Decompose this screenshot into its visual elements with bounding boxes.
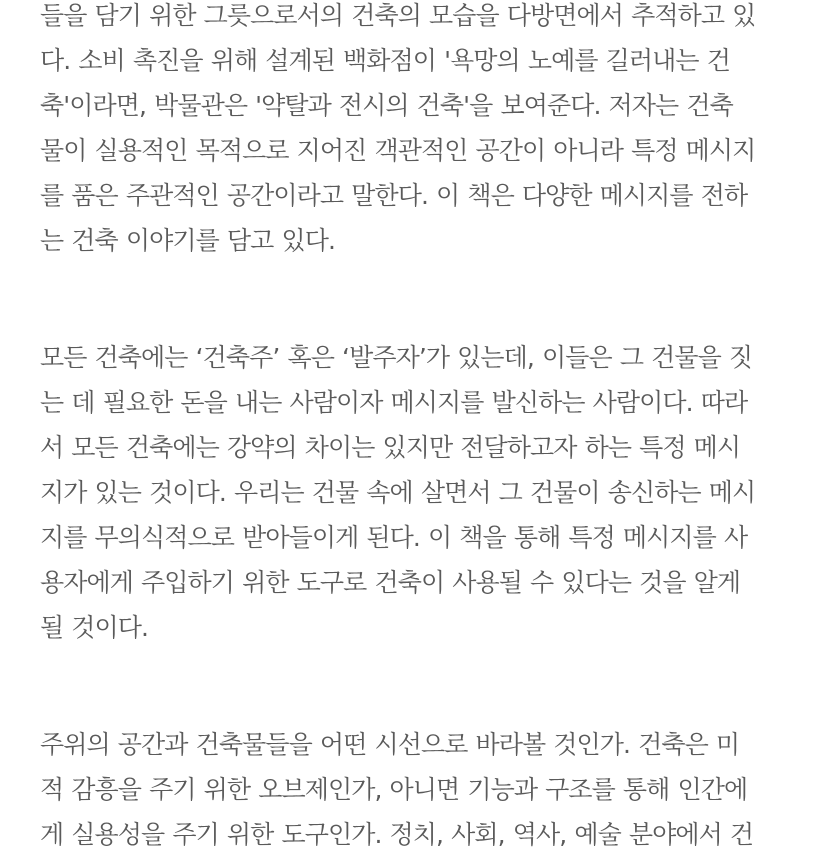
paragraph-3	[40, 722, 800, 857]
paragraph-spacer	[40, 650, 800, 722]
text-line: 축'이라면, 박물관은 '약탈과 전시의 건축'을 보여준다. 저자는 건축	[40, 91, 733, 120]
text-line: 물이 실용적인 목적으로 지어진 객관적인 공간이 아니라 특정 메시지	[40, 136, 756, 165]
text-line: 지를 무의식적으로 받아들이게 된다. 이 책을 통해 특정 메시지를 사	[40, 523, 748, 552]
article-body	[40, 0, 800, 857]
paragraph-spacer	[40, 263, 800, 335]
text-line: 들을 담기 위한 그릇으로서의 건축의 모습을 다방면에서 추적하고 있	[40, 1, 756, 30]
text-line: 용자에게 주입하기 위한 도구로 건축이 사용될 수 있다는 것을 알게	[40, 568, 741, 597]
text-line: 적 감흥을 주기 위한 오브제인가, 아니면 기능과 구조를 통해 인간에	[40, 775, 748, 804]
text-line: 게 실용성을 주기 위한 도구인가. 정치, 사회, 역사, 예술 분야에서 건	[40, 820, 754, 849]
text-line: 지가 있는 것이다. 우리는 건물 속에 살면서 그 건물이 송신하는 메시	[40, 478, 756, 507]
text-line: 될 것이다.	[40, 613, 149, 642]
text-line: 모든 건축에는 ‘건축주’ 혹은 ‘발주자’가 있는데, 이들은 그 건물을 짓	[40, 343, 753, 372]
paragraph-2	[40, 335, 800, 650]
text-line: 주위의 공간과 건축물들을 어떤 시선으로 바라볼 것인가. 건축은 미	[40, 730, 740, 759]
text-line: 다. 소비 촉진을 위해 설계된 백화점이 '욕망의 노예를 길러내는 건	[40, 46, 730, 75]
text-line: 를 품은 주관적인 공간이라고 말한다. 이 책은 다양한 메시지를 전하	[40, 181, 748, 210]
text-line: 는 건축 이야기를 담고 있다.	[40, 226, 335, 255]
paragraph-1	[40, 0, 800, 263]
text-line: 는 데 필요한 돈을 내는 사람이자 메시지를 발신하는 사람이다. 따라	[40, 388, 748, 417]
text-line: 서 모든 건축에는 강약의 차이는 있지만 전달하고자 하는 특정 메시	[40, 433, 741, 462]
